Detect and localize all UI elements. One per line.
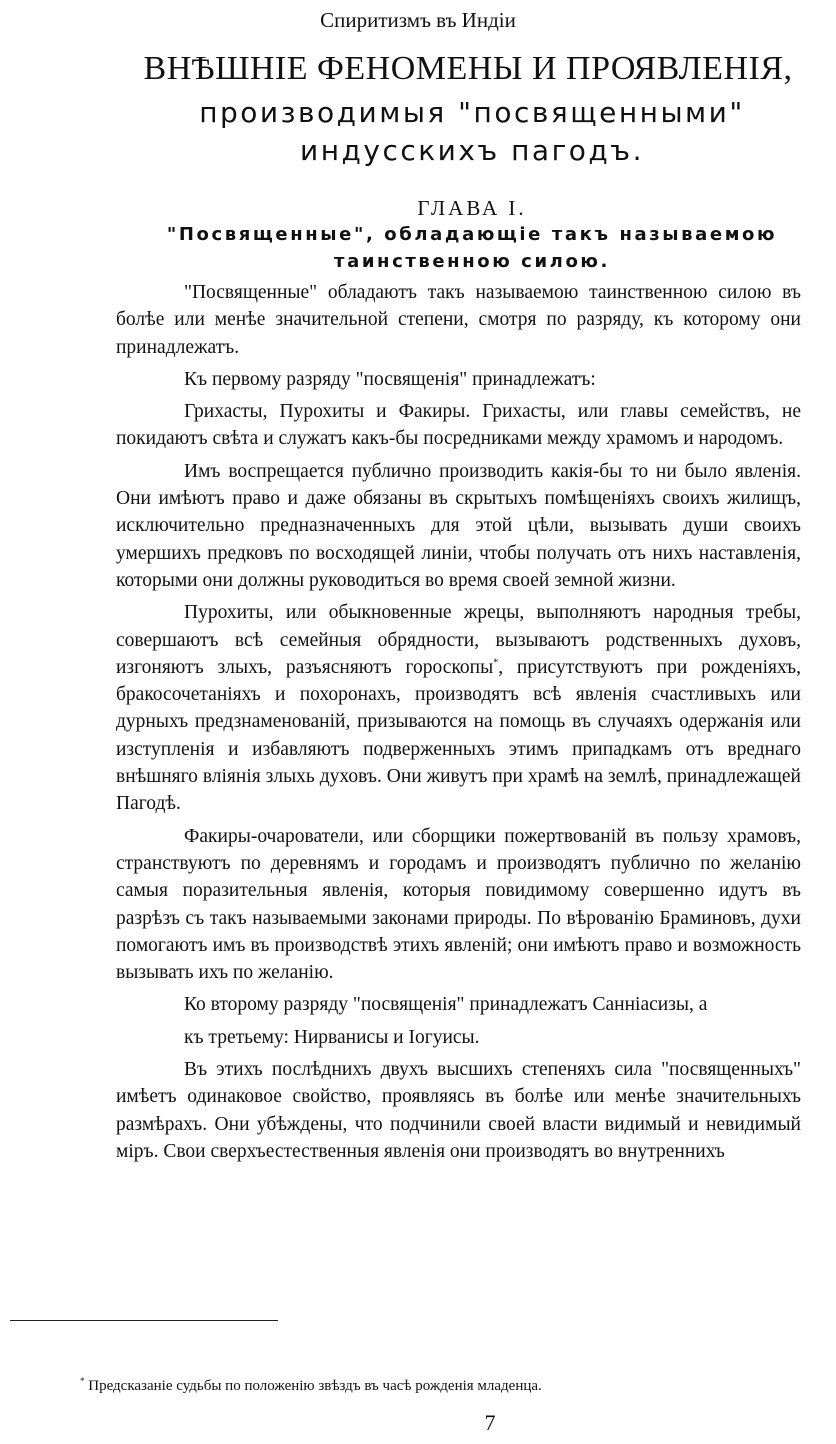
paragraph: Къ первому разряду "посвященія" принадлежатъ: [184, 368, 596, 390]
page-subtitle-line1: производимыя "посвященными" [199, 96, 745, 129]
paragraph: Факиры-очарователи, или сборщики пожертвованій въ пользу храмовъ, странствуютъ по деревнямъ и городамъ и производятъ публично по желанію самыя поразительныя явленія, которыя повидимому совершенно идутъ въ разрѣзъ съ такъ называемыми законами природы. По вѣрованію Браминовъ, духи помогаютъ имъ въ производствѣ этихъ явленій; они имѣютъ право и возможность вызывать ихъ по желанію. [116, 825, 801, 984]
running-head: Спиритизмъ въ Индіи [320, 8, 516, 32]
paragraph: Въ этихъ послѣднихъ двухъ высшихъ степеняхъ сила "посвященныхъ" имѣетъ одинаковое свойство, проявляясь въ болѣе или менѣе значительныхъ размѣрахъ. Они убѣждены, что подчинили своей власти видимый и невидимый міръ. Свои сверхъестественныя явленія они производятъ во внутреннихъ [116, 1059, 801, 1162]
paragraph: къ третьему: Нирванисы и Іогуисы. [184, 1026, 480, 1048]
paragraph: Имъ воспрещается публично производить какія-бы то ни было явленія. Они имѣютъ право и даже обязаны въ скрытыхъ помѣщеніяхъ своихъ жилищъ, исключительно предназначенныхъ для этой цѣли, вызывать души своихъ умершихъ предковъ по восходящей линіи, чтобы получать отъ нихъ наставленія, которыми они должны руководиться во время своей земной жизни. [116, 460, 801, 591]
page-number: 7 [484, 1410, 496, 1435]
footnote-ref[interactable]: * [493, 657, 499, 669]
paragraph [116, 599, 801, 817]
paragraph: "Посвященные" обладаютъ такъ называемою таинственною силою въ болѣе или менѣе значительной степени, смотря по разряду, къ которому они принадлежатъ. [116, 282, 801, 358]
page-subtitle-line2: индусскихъ пагодъ. [300, 134, 644, 167]
chapter-heading: ГЛАВА I. [417, 196, 527, 220]
paragraph-text: , присутствуютъ при рожденіяхъ, бракосочетаніяхъ и похоронахъ, производятъ всѣ явленія счастливыхъ или дурныхъ предзнаменованій, призываются на помощь въ случаяхъ одержанія или изступленія и избавляютъ подверженныхъ этимъ припадкамъ отъ вреднаго внѣшняго вліянія злыхь духовъ. Они живутъ при храмѣ на землѣ, принадлежащей Пагодѣ. [116, 656, 801, 815]
footnote-marker: * [80, 1376, 85, 1386]
footnote [80, 1378, 800, 1395]
paragraph: Грихасты, Пурохиты и Факиры. Грихасты, или главы семействъ, не покидаютъ свѣта и служатъ какъ-бы посредниками между храмомъ и народомъ. [116, 401, 801, 450]
paragraph-text: Пурохиты, или обыкновенные жрецы, выполняютъ народныя требы, совершаютъ всѣ семейныя обрядности, вызываютъ родственныхъ духовъ, изгоняютъ злыхъ, разъясняютъ гороскопы [116, 602, 801, 678]
chapter-subtitle-line2: таинственною силою. [334, 251, 610, 272]
footnote-text: Предсказаніе судьбы по положенію звѣздъ въ часѣ рожденія младенца. [88, 1378, 542, 1394]
chapter-subtitle-line1: "Посвященные", обладающіе такъ называемою [166, 224, 778, 245]
footnote-divider [10, 1320, 278, 1321]
body-text [116, 279, 801, 1165]
paragraph: Ко второму разряду "посвященія" принадлежатъ Санніасизы, а [184, 994, 708, 1016]
page-title: ВНѢШНІЕ ФЕНОМЕНЫ И ПРОЯВЛЕНІЯ, [143, 50, 793, 87]
